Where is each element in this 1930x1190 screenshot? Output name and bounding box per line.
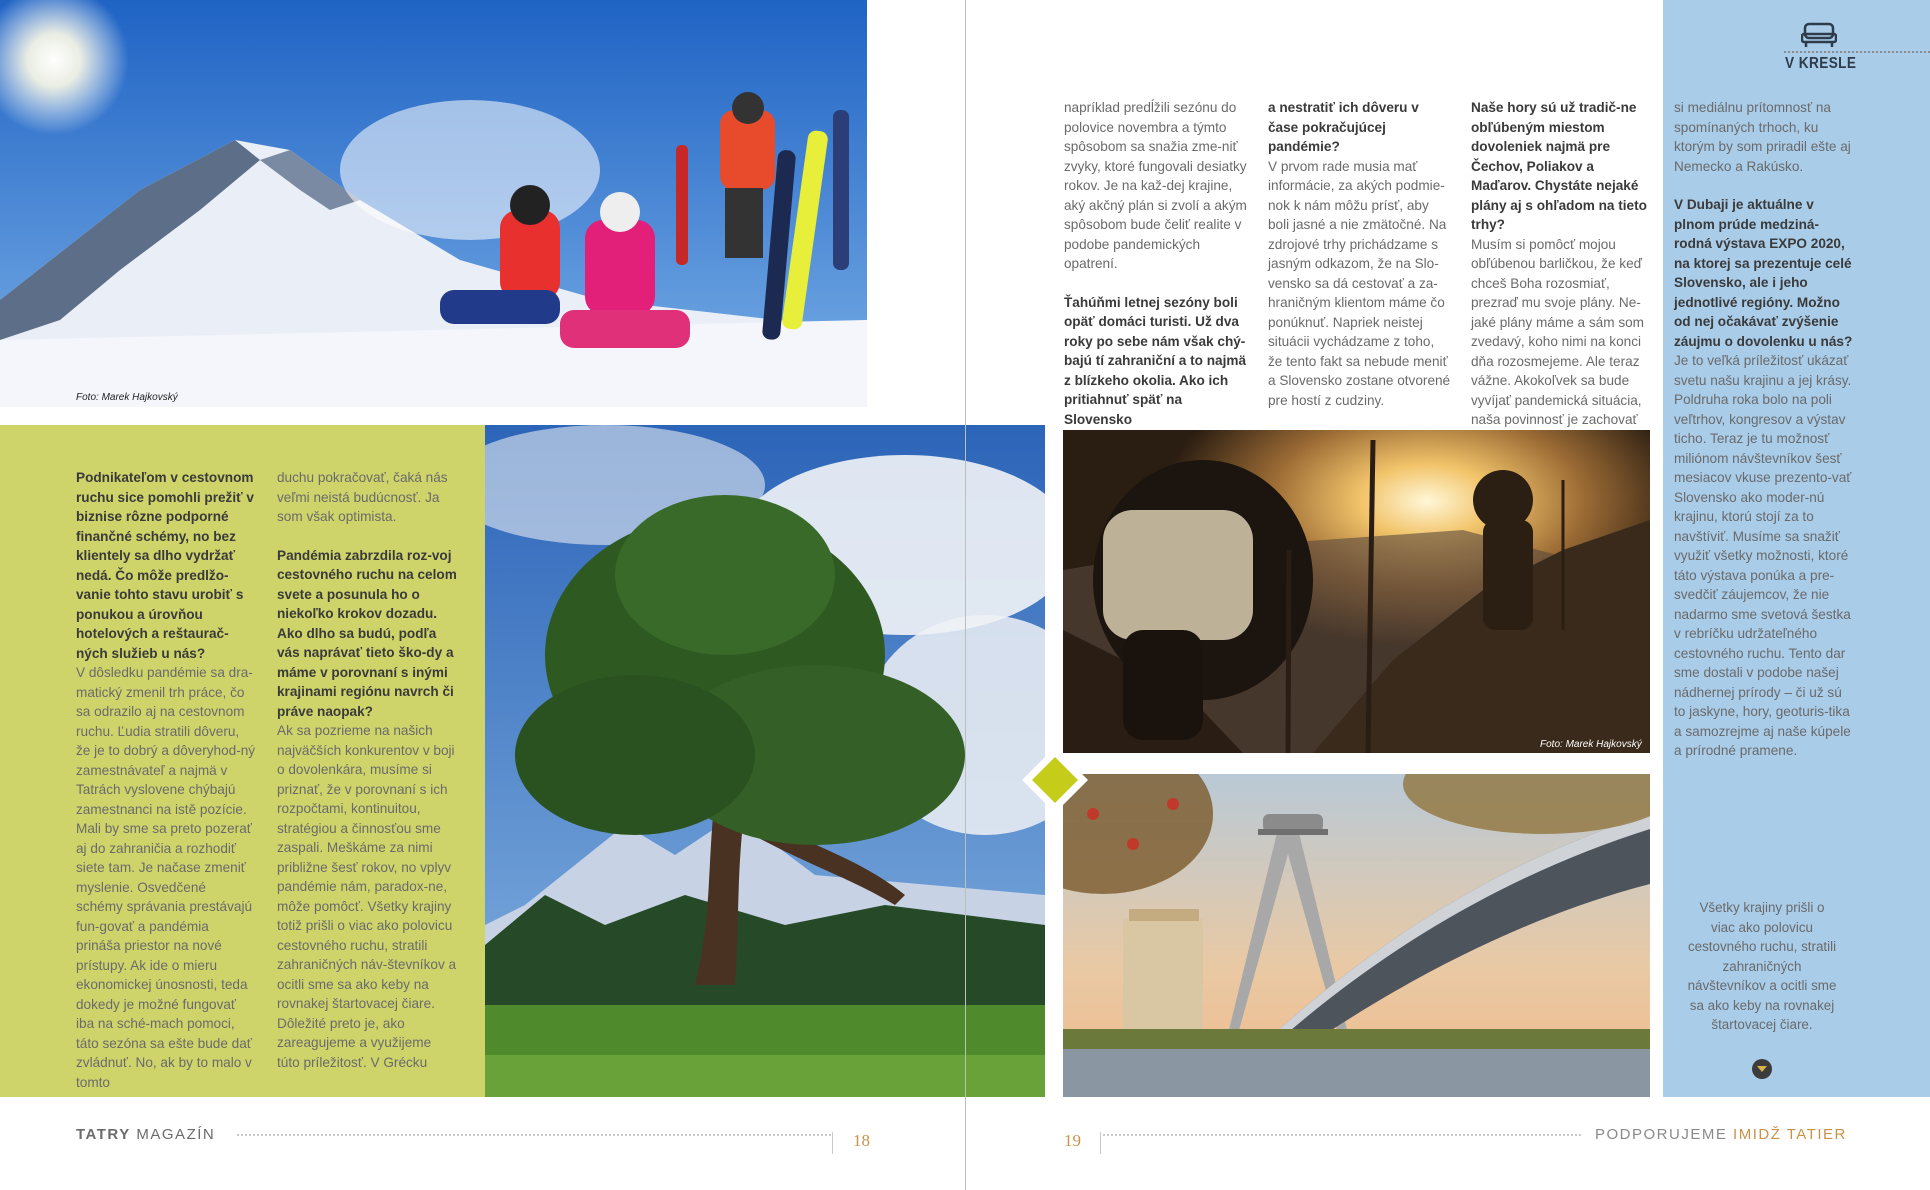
footer-dotted-line	[237, 1134, 831, 1136]
right-column-3	[1471, 98, 1655, 449]
sidebar-column	[1674, 98, 1854, 780]
qa-block	[277, 546, 457, 1073]
brand-suffix: MAGAZÍN	[136, 1126, 216, 1143]
tree-photo	[485, 425, 1045, 1097]
question: Naše hory sú už tradič-ne obľúbeným miestom dovoleniek najmä pre Čechov, Poliakov a Maďarov. Chystáte nejaké plány aj s ohľadom na tieto trhy?	[1471, 100, 1647, 232]
answer: Ak sa pozrieme na našich najväčších konkurentov v boji o dovolenkára, musíme si priznať, že v porovnaní s ich rozpočtami, kontinuitou, stratégiou a činnosťou sme zaspali. Meškáme za nimi približne šesť rokov, no vplyv pandémie nám, paradox-ne, môže pomôcť. Všetky krajiny totiž prišli o viac ako polovicu cestovného ruchu, stratili zahraničných náv-števníkov a ocitli sme sa ako keby na rovnakej štartovacej čiare. Dôležité preto je, ako zareagujeme a využijeme túto príležitosť. V Grécku	[277, 723, 457, 1070]
pull-quote: Všetky krajiny prišli o viac ako polovicu cestovného ruchu, stratili zahraničných návštevníkov a ocitli sme sa ako keby na rovnakej štartovacej čiare.	[1687, 900, 1837, 1032]
left-column-2	[277, 468, 457, 1091]
answer-block	[277, 468, 457, 527]
page-number-right: 19	[1064, 1131, 1081, 1150]
qa-block	[1471, 98, 1655, 430]
spine-divider	[965, 0, 966, 1190]
bridge-photo	[1063, 774, 1650, 1097]
brand-name: TATRY	[76, 1126, 131, 1143]
hiking-photo	[1063, 430, 1650, 753]
ski-photo	[0, 0, 867, 407]
answer: Musím si pomôcť mojou obľúbenou barličkou, že keď chceš Boha rozosmiať, prezraď mu svoje plány. Ne-jaké plány máme a sám som zvedavý, koho nimi na konci dňa rozosmejeme. Ale teraz vážne. Akokoľvek sa bude vyvíjať pandemická situácia, naša povinnosť je zachovať	[1471, 236, 1645, 427]
footer-dotted-line	[1103, 1134, 1581, 1136]
section-label: V KRESLE	[1785, 55, 1857, 72]
diamond-ornament	[1020, 745, 1090, 815]
answer: Je to veľká príležitosť ukázať svetu našu krajinu a jej krásy. Poldruha roka bolo na poli veľtrhov, kongresov a výstav ticho. Teraz je tu možnosť miliónom návštevníkov šesť mesiacov vkuse prezento-vať Slovensko ako moder-nú krajinu, ktorú stojí za to navštíviť. Musíme sa snažiť využiť všetky možnosti, ktoré táto výstava ponúka a pre-svedčiť záujemcov, že nie nadarmo sme svetová šestka v rebríčku udržateľného cestovného ruchu. Tento dar sme dostali v podobe našej nádhernej prírody – či už sú to jaskyne, hory, geoturis-tika a samozrejme aj naše kúpele a prírodné pramene.	[1674, 353, 1852, 758]
question: Podnikateľom v cestovnom ruchu sice pomohli prežiť v biznise rôzne podporné finančné schémy, no bez klientely sa dlho vydržať nedá. Čo môže predlžo-vanie tohto stavu urobiť s ponukou a úrovňou hotelových a reštaurač-ných služieb u nás?	[76, 470, 254, 661]
question: Ťahúňmi letnej sezóny boli opäť domáci turisti. Už dva roky po sebe nám však chý-bajú tí zahraniční a to najmä z blízkeho okolia. Ako ich pritiahnuť späť na Slovensko	[1064, 294, 1247, 427]
tagline-text: PODPORUJEME	[1595, 1126, 1728, 1143]
photo-credit: Foto: Marek Hajkovský	[1540, 739, 1642, 750]
qa-block	[1674, 195, 1854, 761]
header-dotted-line	[1784, 51, 1930, 53]
answer: si mediálnu prítomnosť na spomínaných trhoch, ku ktorým by som priradil ešte aj Nemecko a Rakúsko.	[1674, 100, 1851, 174]
question: Pandémia zabrzdila roz-voj cestovného ruchu na celom svete a posunula ho o niekoľko krokov dozadu. Ako dlho sa budú, podľa vás naprávať tieto ško-dy a máme v porovnaní s inými krajinami regiónu navrch či práve naopak?	[277, 547, 457, 719]
right-column-1	[1064, 98, 1248, 448]
right-column-2	[1268, 98, 1452, 429]
footer-tick	[832, 1132, 833, 1154]
page-number-left: 18	[853, 1131, 870, 1150]
armchair-icon	[1801, 22, 1837, 48]
question: a nestratiť ich dôveru v čase pokračujúcej pandémie?	[1268, 100, 1419, 154]
left-column-1	[76, 468, 256, 1111]
photo-credit: Foto: Marek Hajkovský	[76, 392, 178, 403]
qa-block	[76, 468, 256, 1092]
footer-tick	[1100, 1132, 1101, 1154]
qa-block	[1268, 98, 1452, 410]
left-footer-brand	[76, 1126, 215, 1143]
question-block	[1064, 293, 1248, 430]
tagline-accent: IMIDŽ TATIER	[1733, 1126, 1847, 1143]
answer: V prvom rade musia mať informácie, za akých podmie-nok k nám môžu prísť, aby boli jasné a nie zmätočné. Na zdrojové trhy prichádzame s jasným odkazom, že na Slo-vensko sa dá cestovať a za-hraničným klientom máme čo ponúknuť. Napriek neistej situácii vychádzame z toho, že tento fakt sa nebude meniť a Slovensko zostane otvorené pre hostí z cudziny.	[1268, 158, 1451, 408]
answer-block	[1674, 98, 1854, 176]
footer-tagline	[1595, 1126, 1847, 1143]
answer-block	[1064, 98, 1248, 274]
answer: duchu pokračovať, čaká nás veľmi neistá budúcnosť. Ja som však optimista.	[277, 470, 448, 524]
answer: V dôsledku pandémie sa dra-matický zmenil trh práce, čo sa odrazilo aj na cestovnom ruchu. Ľudia stratili dôveru, že je to dobrý a dôveryhod-ný zamestnávateľ a najmä v Tatrách vyslovene chýbajú zamestnanci na istě pozície. Mali by sme sa preto pozerať aj do zahraničia a rozhodiť siete tam. Je načase zmeniť myslenie. Osvedčené schémy správania prestávajú fun-govať a pandémia prináša priestor na nové prístupy. Ak ide o mieru ekonomickej únosnosti, teda dokedy je možné fungovať iba na sché-mach pomoci, táto sezóna sa ešte bude dať zvládnuť. No, ak by to malo v tomto	[76, 665, 256, 1090]
quote-end-icon	[1751, 1058, 1773, 1080]
answer: napríklad predĺžili sezónu do polovice novembra a týmto spôsobom sa snažia zme-niť zvyky, ktoré fungovali desiatky rokov. Je na kaž-dej krajine, aký akčný plán si zvolí a akým spôsobom bude čeliť realite v podobe pandemických opatrení.	[1064, 100, 1247, 271]
question: V Dubaji je aktuálne v plnom prúde medziná-rodná výstava EXPO 2020, na ktorej sa prezentuje celé Slovensko, ale i jeho jednotlivé regióny. Možno od nej očakávať zvýšenie záujmu o dovolenku u nás?	[1674, 197, 1853, 349]
